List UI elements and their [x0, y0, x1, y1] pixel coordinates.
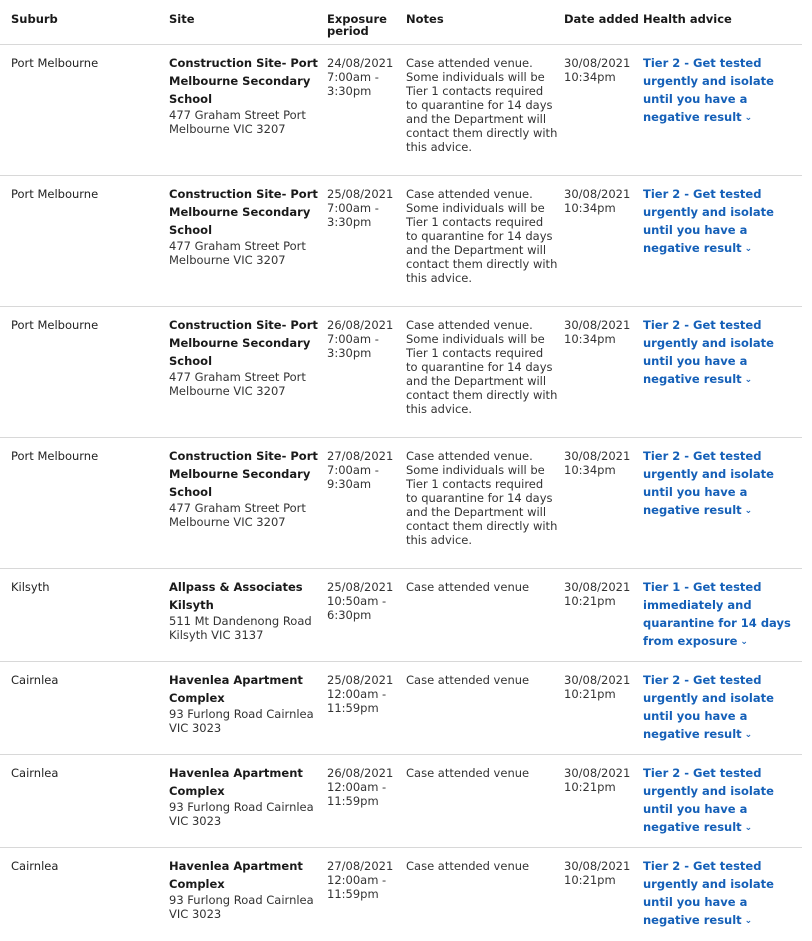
row-health-advice	[643, 45, 802, 175]
table-header	[0, 0, 802, 45]
site-name: Havenlea Apartment Complex	[169, 859, 303, 891]
health-advice-text: Tier 1 - Get tested immediately and quarantine for 14 days from exposure	[643, 580, 791, 648]
health-advice-text: Tier 2 - Get tested urgently and isolate until you have a negative result	[643, 673, 774, 741]
row-health-advice	[643, 438, 802, 568]
site-address: 93 Furlong Road Cairnlea VIC 3023	[169, 893, 314, 921]
table-row	[0, 848, 802, 941]
site-name: Havenlea Apartment Complex	[169, 766, 303, 798]
row-date-added: 30/08/2021 10:34pm	[564, 318, 631, 346]
site-address: 93 Furlong Road Cairnlea VIC 3023	[169, 800, 314, 828]
health-advice-text: Tier 2 - Get tested urgently and isolate until you have a negative result	[643, 859, 774, 927]
site-address: 477 Graham Street Port Melbourne VIC 3207	[169, 501, 306, 529]
row-notes: Case attended venue. Some individuals will be Tier 1 contacts required to quarantine for 14 days and the Department will contact them directly with this advice.	[406, 187, 558, 285]
header-site: Site	[169, 12, 195, 26]
chevron-down-icon: ⌄	[744, 506, 753, 516]
row-notes: Case attended venue. Some individuals will be Tier 1 contacts required to quarantine for 14 days and the Department will contact them directly with this advice.	[406, 318, 558, 416]
row-date-added: 30/08/2021 10:34pm	[564, 449, 631, 477]
health-advice-text: Tier 2 - Get tested urgently and isolate until you have a negative result	[643, 766, 774, 834]
row-exposure-period: 25/08/2021 7:00am - 3:30pm	[327, 187, 394, 229]
row-site	[169, 569, 327, 661]
site-address: 477 Graham Street Port Melbourne VIC 3207	[169, 370, 306, 398]
table-row	[0, 755, 802, 848]
health-advice-text: Tier 2 - Get tested urgently and isolate until you have a negative result	[643, 318, 774, 386]
health-advice-text: Tier 2 - Get tested urgently and isolate until you have a negative result	[643, 449, 774, 517]
table-row	[0, 45, 802, 176]
row-suburb: Port Melbourne	[11, 56, 99, 70]
health-advice-toggle[interactable]	[643, 764, 802, 837]
site-name: Construction Site- Port Melbourne Secondary School	[169, 56, 318, 106]
row-site	[169, 755, 327, 847]
row-date-added: 30/08/2021 10:34pm	[564, 56, 631, 84]
site-name: Havenlea Apartment Complex	[169, 673, 303, 705]
site-name: Construction Site- Port Melbourne Secondary School	[169, 449, 318, 499]
header-suburb: Suburb	[11, 12, 58, 26]
chevron-down-icon: ⌄	[744, 730, 753, 740]
row-site	[169, 438, 327, 568]
health-advice-toggle[interactable]	[643, 857, 802, 930]
site-address: 511 Mt Dandenong Road Kilsyth VIC 3137	[169, 614, 312, 642]
row-notes: Case attended venue. Some individuals will be Tier 1 contacts required to quarantine for 14 days and the Department will contact them directly with this advice.	[406, 449, 558, 547]
row-health-advice	[643, 569, 802, 661]
header-date-added: Date added	[564, 12, 639, 26]
header-notes: Notes	[406, 12, 444, 26]
row-exposure-period: 27/08/2021 12:00am - 11:59pm	[327, 859, 394, 901]
health-advice-toggle[interactable]	[643, 447, 802, 520]
row-suburb: Port Melbourne	[11, 187, 99, 201]
row-health-advice	[643, 848, 802, 941]
row-site	[169, 176, 327, 306]
table-row	[0, 569, 802, 662]
table-row	[0, 438, 802, 569]
row-exposure-period: 25/08/2021 12:00am - 11:59pm	[327, 673, 394, 715]
health-advice-toggle[interactable]	[643, 316, 802, 389]
site-name: Allpass & Associates Kilsyth	[169, 580, 303, 612]
row-health-advice	[643, 176, 802, 306]
row-exposure-period: 25/08/2021 10:50am - 6:30pm	[327, 580, 394, 622]
row-suburb: Cairnlea	[11, 673, 59, 687]
health-advice-toggle[interactable]	[643, 578, 802, 651]
header-health-advice: Health advice	[643, 12, 732, 26]
row-date-added: 30/08/2021 10:21pm	[564, 673, 631, 701]
chevron-down-icon: ⌄	[744, 244, 753, 254]
chevron-down-icon: ⌄	[744, 375, 753, 385]
chevron-down-icon: ⌄	[744, 916, 753, 926]
row-suburb: Cairnlea	[11, 859, 59, 873]
header-exposure-period: Exposure period	[327, 12, 387, 38]
row-health-advice	[643, 307, 802, 437]
row-notes: Case attended venue	[406, 673, 530, 687]
row-health-advice	[643, 662, 802, 754]
health-advice-text: Tier 2 - Get tested urgently and isolate until you have a negative result	[643, 187, 774, 255]
row-site	[169, 45, 327, 175]
row-suburb: Kilsyth	[11, 580, 50, 594]
site-name: Construction Site- Port Melbourne Secondary School	[169, 187, 318, 237]
row-notes: Case attended venue	[406, 580, 530, 594]
row-date-added: 30/08/2021 10:21pm	[564, 580, 631, 608]
row-suburb: Cairnlea	[11, 766, 59, 780]
row-date-added: 30/08/2021 10:21pm	[564, 859, 631, 887]
chevron-down-icon: ⌄	[744, 823, 753, 833]
row-exposure-period: 27/08/2021 7:00am - 9:30am	[327, 449, 394, 491]
row-exposure-period: 26/08/2021 7:00am - 3:30pm	[327, 318, 394, 360]
row-notes: Case attended venue. Some individuals will be Tier 1 contacts required to quarantine for 14 days and the Department will contact them directly with this advice.	[406, 56, 558, 154]
health-advice-text: Tier 2 - Get tested urgently and isolate until you have a negative result	[643, 56, 774, 124]
site-address: 93 Furlong Road Cairnlea VIC 3023	[169, 707, 314, 735]
row-suburb: Port Melbourne	[11, 318, 99, 332]
table-row	[0, 176, 802, 307]
row-date-added: 30/08/2021 10:34pm	[564, 187, 631, 215]
row-site	[169, 662, 327, 754]
health-advice-toggle[interactable]	[643, 671, 802, 744]
chevron-down-icon: ⌄	[740, 637, 748, 647]
health-advice-toggle[interactable]	[643, 54, 802, 127]
row-date-added: 30/08/2021 10:21pm	[564, 766, 631, 794]
site-name: Construction Site- Port Melbourne Secondary School	[169, 318, 318, 368]
health-advice-toggle[interactable]	[643, 185, 802, 258]
row-health-advice	[643, 755, 802, 847]
site-address: 477 Graham Street Port Melbourne VIC 3207	[169, 239, 306, 267]
row-site	[169, 307, 327, 437]
row-notes: Case attended venue	[406, 766, 530, 780]
row-notes: Case attended venue	[406, 859, 530, 873]
row-exposure-period: 24/08/2021 7:00am - 3:30pm	[327, 56, 394, 98]
site-address: 477 Graham Street Port Melbourne VIC 3207	[169, 108, 306, 136]
row-site	[169, 848, 327, 941]
row-exposure-period: 26/08/2021 12:00am - 11:59pm	[327, 766, 394, 808]
row-suburb: Port Melbourne	[11, 449, 99, 463]
table-row	[0, 307, 802, 438]
chevron-down-icon: ⌄	[744, 113, 753, 123]
table-row	[0, 662, 802, 755]
